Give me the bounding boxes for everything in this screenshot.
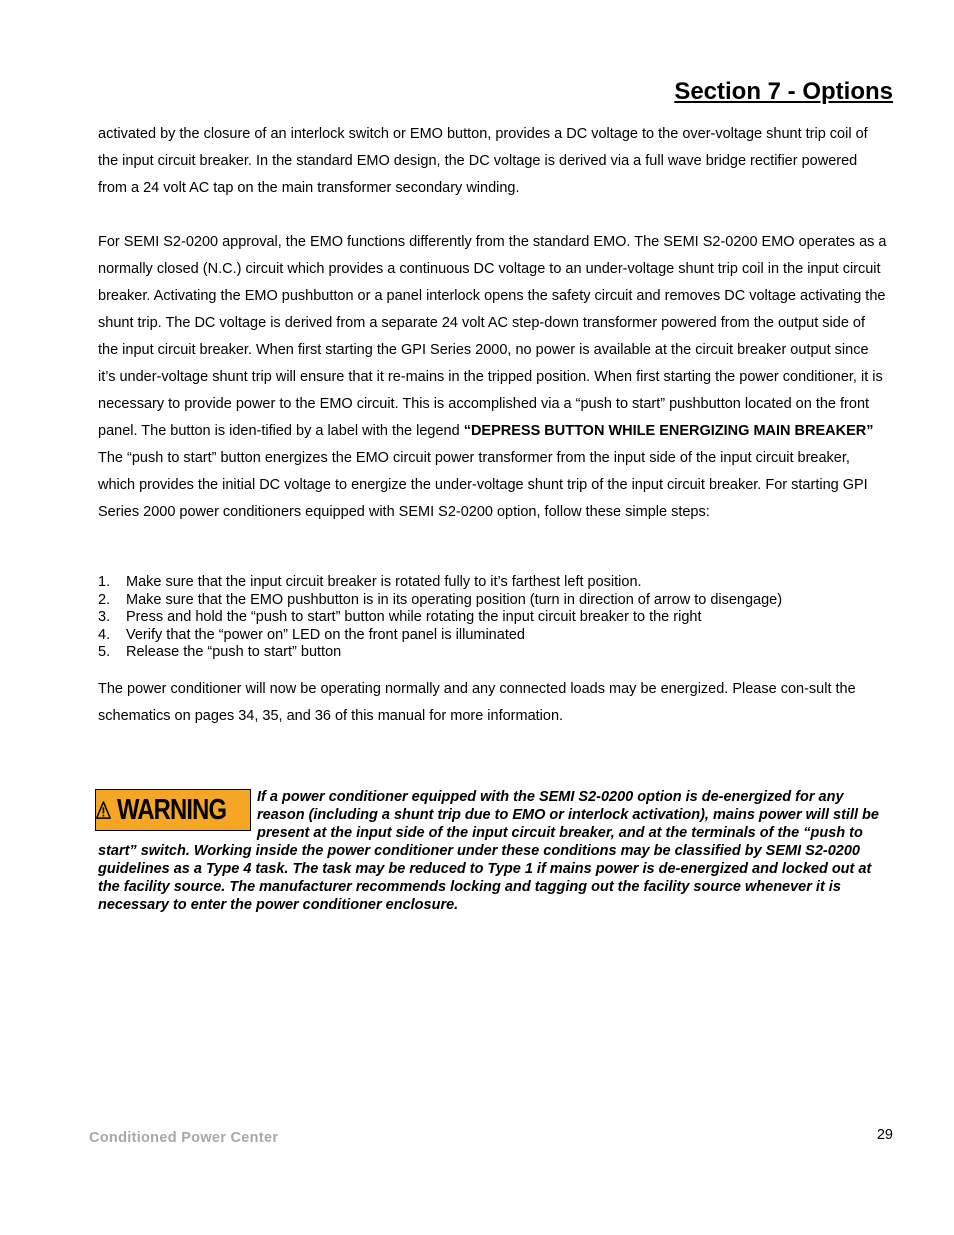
section-title: Section 7 - Options (674, 78, 893, 105)
paragraph-semi-s2-text: For SEMI S2-0200 approval, the EMO functions differently from the standard EMO. The SEMI S2-0200 EMO operates as a normally closed (N.C.) circuit which provides a continuous DC voltage to an under-voltage shunt trip coil in the input circuit breaker. Activating the EMO pushbutton or a panel interlock opens the safety circuit and removes DC voltage activating the shunt trip. The DC voltage is derived from a separate 24 volt AC step-down transformer powered from the output side of the input circuit breaker. When first starting the GPI Series 2000, no power is available at the circuit breaker output since it’s under-voltage shunt trip will ensure that it re-mains in the tripped position. When first starting the power conditioner, it is necessary to provide power to the EMO circuit. This is accomplished via a “push to start” pushbutton located on the front panel. The button is iden-tified by a label with the legend (98, 234, 887, 439)
step-text: Make sure that the input circuit breaker is rotated fully to it’s farthest left position. (126, 574, 642, 590)
list-item (98, 627, 888, 645)
footer-product-name: Conditioned Power Center (89, 1130, 279, 1146)
step-text: Verify that the “power on” LED on the front panel is illuminated (126, 626, 525, 643)
warning-triangle-icon (96, 796, 111, 824)
step-text: Press and hold the “push to start” button while rotating the input circuit breaker to the right (126, 609, 702, 626)
step-number: 4. (98, 626, 111, 643)
step-number: 3. (98, 609, 111, 626)
step-number: 2. (98, 591, 111, 608)
page-number: 29 (876, 1127, 893, 1143)
startup-steps-list (98, 574, 888, 662)
paragraph-semi-s2 (98, 229, 888, 526)
warning-text: If a power conditioner equipped with the SEMI S2-0200 option is de-energized for any reason (including a shunt trip due to EMO or interlock activation), mains power will still be present at the input side of the input circuit breaker, and at the terminals of the “push to start” switch. Working inside the power conditioner under these conditions may be classified by SEMI S2-0200 guidelines as a Type 4 task. The task may be reduced to Type 1 if mains power is de-energized and locked out at the facility source. The manufacturer recommends locking and tagging out the facility source whenever it is necessary to enter the power conditioner enclosure. (98, 789, 879, 913)
list-item (98, 644, 888, 662)
list-item (98, 574, 888, 592)
paragraph-semi-s2-continuation: The “push to start” button energizes the EMO circuit power transformer from the input side of the input circuit breaker, which provides the initial DC voltage to energize the under-voltage shunt trip of the input circuit breaker. For starting GPI Series 2000 power conditioners equipped with SEMI S2-0200 option, follow these simple steps: (98, 450, 868, 520)
list-item (98, 609, 888, 627)
warning-notice (98, 788, 888, 914)
step-number: 1. (98, 574, 111, 590)
paragraph-emo-standard: activated by the closure of an interlock switch or EMO button, provides a DC voltage to the over-voltage shunt trip coil of the input circuit breaker. In the standard EMO design, the DC voltage is derived via a full wave bridge rectifier powered from a 24 volt AC tap on the main transformer secondary winding. (98, 126, 868, 196)
step-text: Release the “push to start” button (126, 644, 342, 661)
step-text: Make sure that the EMO pushbutton is in its operating position (turn in direction of arrow to disengage) (126, 591, 783, 608)
warning-label: WARNING (116, 793, 227, 826)
list-item (98, 592, 888, 610)
legend-label-text: “DEPRESS BUTTON WHILE ENERGIZING MAIN BREAKER” (463, 423, 874, 439)
paragraph-conclusion: The power conditioner will now be operating normally and any connected loads may be energized. Please con-sult the schematics on pages 34, 35, and 36 of this manual for more information. (98, 681, 856, 724)
step-number: 5. (98, 644, 111, 661)
warning-badge (95, 789, 251, 831)
